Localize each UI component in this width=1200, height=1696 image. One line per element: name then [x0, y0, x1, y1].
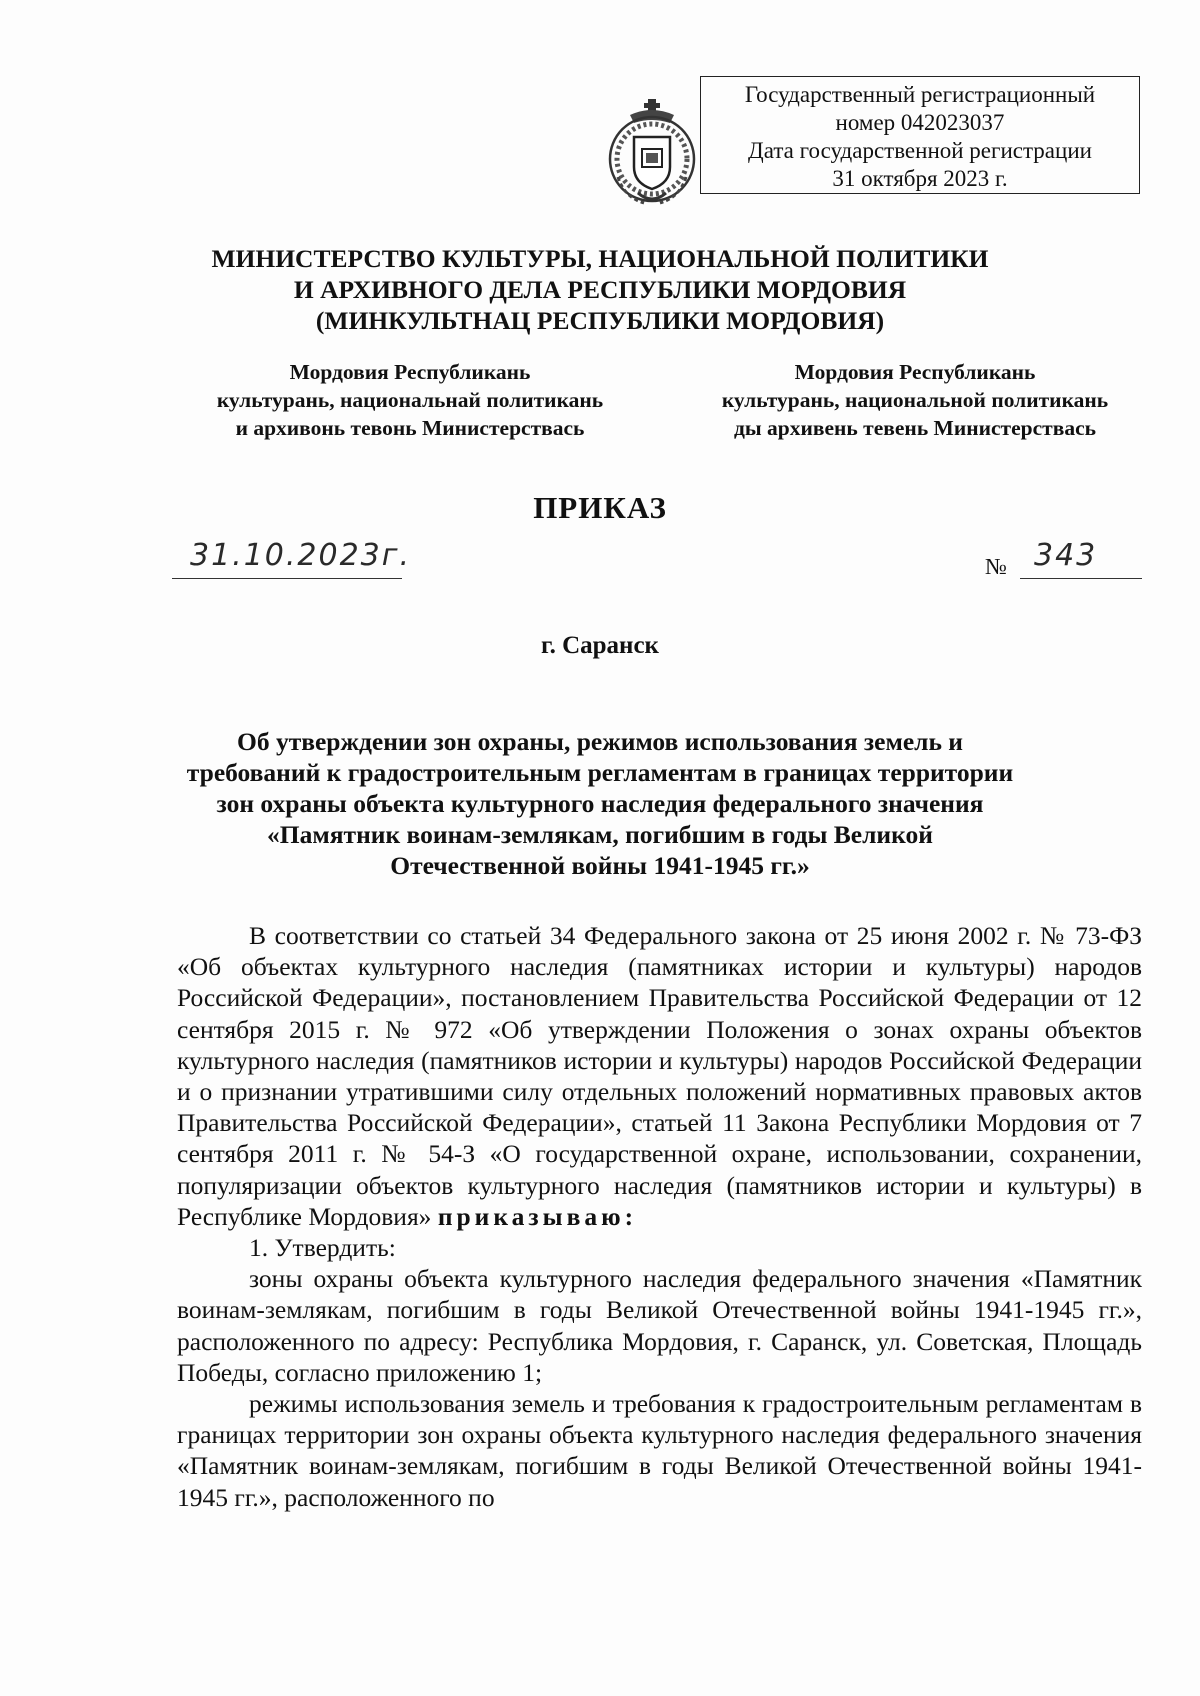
title-line: требований к градостроительным регламентам в границах территории	[186, 758, 1014, 787]
order-number-field	[1020, 538, 1142, 579]
title-line: Об утверждении зон охраны, режимов использования земель и	[236, 727, 963, 756]
title-line: зон охраны объекта культурного наследия федерального значения	[216, 789, 984, 818]
item-1-paragraph: зоны охраны объекта культурного наследия федерального значения «Памятник воинам-землякам, погибшим в годы Великой Отечественной войны 1941-1945 гг.», расположенного по адресу: Республика Мордовия, г. Саранск, ул. Советская, Площадь Победы, согласно приложению 1;	[177, 1264, 1142, 1387]
registration-stamp	[700, 76, 1140, 194]
registration-line: Государственный регистрационный	[744, 82, 1096, 107]
preamble-paragraph	[177, 920, 1142, 1232]
order-number-label: №	[985, 554, 1007, 579]
erzya-line: Мордовия Республикань	[794, 360, 1036, 384]
registration-date: 31 октября 2023 г.	[832, 166, 1008, 191]
item-1-paragraph: режимы использования земель и требования к градостроительным регламентам в границах территории зон охраны объекта культурного наследия федерального значения «Памятник воинам-землякам, погибшим в годы Великой Отечественной войны 1941-1945 гг.», расположенного по	[177, 1389, 1142, 1512]
order-title	[150, 726, 1050, 881]
registration-number: номер 042023037	[835, 110, 1005, 135]
order-date-handwritten: 31.10.2023г.	[190, 538, 412, 573]
ministry-name-erzya	[680, 358, 1150, 442]
order-date-field	[172, 538, 412, 579]
item-1: 1. Утвердить:	[249, 1233, 396, 1263]
document-type: ПРИКАЗ	[533, 490, 667, 525]
order-number-handwritten: 343	[1034, 538, 1098, 573]
erzya-line: ды архивень тевень Министерствась	[734, 416, 1096, 440]
coat-of-arms-icon	[604, 97, 700, 211]
title-line: «Памятник воинам-землякам, погибшим в годы Великой	[267, 820, 933, 849]
preamble-text: В соответствии со статьей 34 Федерального закона от 25 июня 2002 г. № 73-ФЗ «Об объектах культурного наследия (памятниках истории и культуры) народов Российской Федерации», постановлением Правительства Российской Федерации от 12 сентября 2015 г. № 972 «Об утверждении Положения о зонах охраны объектов культурного наследия (памятников истории и культуры) народов Российской Федерации и о признании утратившими силу отдельных положений нормативных правовых актов Правительства Российской Федерации», статьей 11 Закона Республики Мордовия от 7 сентября 2011 г. № 54-З «О государственной охране, использовании, сохранении, популяризации объектов культурного наследия (памятников истории и культуры) в Республике Мордовия»	[177, 921, 1142, 1231]
ministry-line: МИНИСТЕРСТВО КУЛЬТУРЫ, НАЦИОНАЛЬНОЙ ПОЛИТИКИ	[211, 244, 989, 273]
title-line: Отечественной войны 1941-1945 гг.»	[390, 851, 810, 880]
moksha-line: и архивонь тевонь Министерствась	[235, 416, 585, 440]
ministry-name-moksha	[175, 358, 645, 442]
order-body	[177, 920, 1142, 1513]
ministry-name	[0, 243, 1200, 336]
moksha-line: культурань, национальнай политикань	[216, 388, 604, 412]
city: г. Саранск	[541, 632, 659, 659]
registration-line: Дата государственной регистрации	[748, 138, 1092, 163]
ministry-line: И АРХИВНОГО ДЕЛА РЕСПУБЛИКИ МОРДОВИЯ	[293, 275, 907, 304]
order-word: приказываю:	[437, 1201, 638, 1231]
moksha-line: Мордовия Республикань	[289, 360, 531, 384]
ministry-line: (МИНКУЛЬТНАЦ РЕСПУБЛИКИ МОРДОВИЯ)	[315, 306, 885, 335]
erzya-line: культурань, национальной политикань	[721, 388, 1109, 412]
